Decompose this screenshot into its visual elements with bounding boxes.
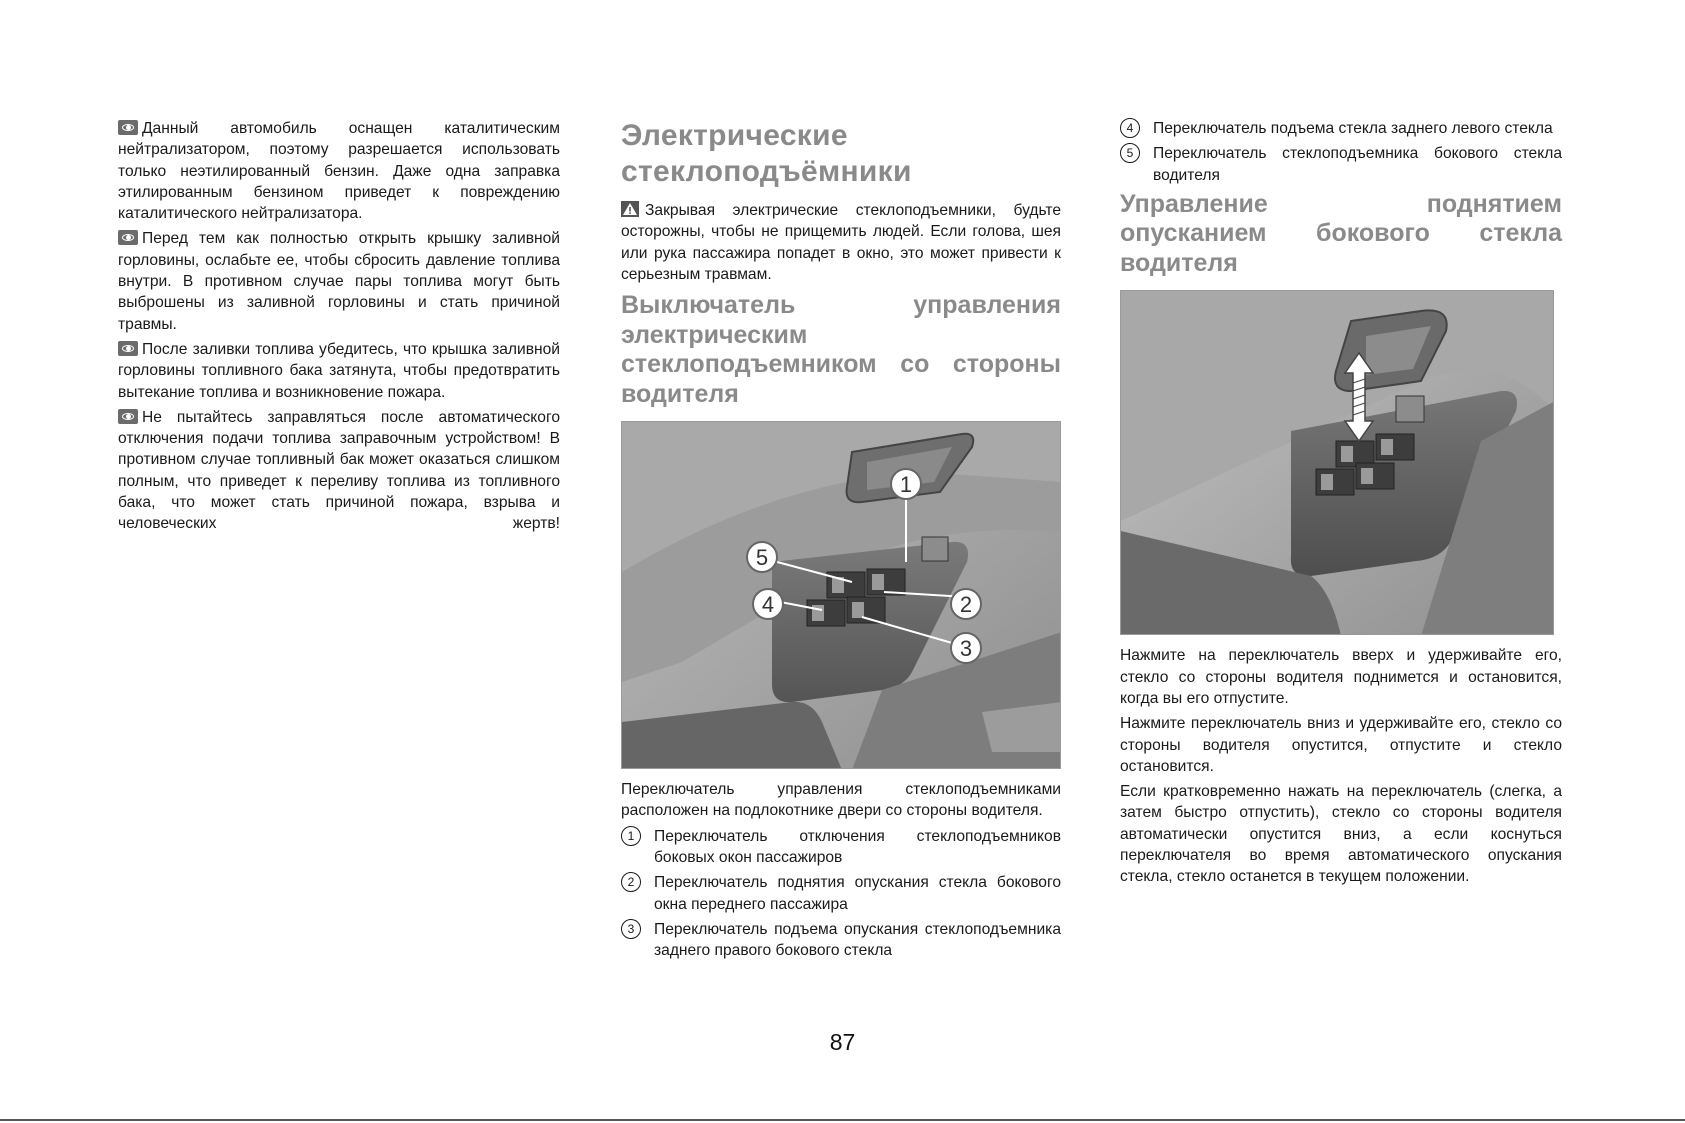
legend-item: 4 Переключатель подъема стекла заднего левого стекла (1120, 118, 1562, 139)
right-column (1120, 118, 1562, 892)
instruction-auto-down: Если кратковременно нажать на переключатель (слегка, а затем быстро отпустить), стекло со стороны водителя автоматически опустится вниз, а если коснуться переключателя во время автоматического опускания стекла, стекло останется в текущем положении. (1120, 783, 1562, 886)
instruction-hold-up: Нажмите на переключатель вверх и удерживайте его, стекло со стороны водителя поднимется и остановится, когда вы его отпустите. (1120, 647, 1562, 707)
note-overfill: Не пытайтесь заправляться после автоматического отключения подачи топлива заправочным устройством! В противном случае топливный бак может оказаться слишком полным, что приведет к переливу топлива из топливного бака, что может стать причиной пожара, взрыва и человеческих жертв! (118, 408, 560, 533)
callout-4: 4 (761, 592, 775, 618)
instruction-hold-down: Нажмите переключатель вниз и удерживайте его, стекло со стороны водителя опустится, отпустите и стекло остановится. (1120, 715, 1562, 775)
info-eye-icon (118, 120, 138, 135)
note-fuel-cap-tight: После заливки топлива убедитесь, что крышка заливной горловины топливного бака затянута, чтобы предотвратить вытекание топлива и возникновение пожара. (118, 340, 560, 401)
door-switch-figure (621, 421, 1061, 769)
subsection-title-driver-window: Управление поднятием опусканием бокового стекла водителя (1120, 189, 1562, 277)
note-fuel-cap-pressure: Перед тем как полностью открыть крышку заливной горловины, ослабьте ее, чтобы сбросить давление топлива внутри. В противном случае пары топлива могут быть выброшены из заливной горловины и стать причиной травмы. (118, 230, 560, 333)
subsection-title-driver-switch: Выключатель управления электрическим стеклоподъемником со стороны водителя (621, 291, 1061, 408)
info-eye-icon (118, 341, 138, 356)
info-eye-icon (118, 409, 138, 424)
callout-5: 5 (755, 545, 769, 571)
switch-legend-list-continued (1120, 118, 1562, 186)
callout-1: 1 (899, 472, 913, 498)
driver-switch-figure (1120, 290, 1554, 635)
warning-triangle-icon (621, 201, 639, 217)
bottom-divider (0, 1119, 1685, 1121)
warning-paragraph: Закрывая электрические стеклоподъемники, будьте осторожны, чтобы не прищемить людей. Если голова, шея или рука пассажира попадет в окно, это может привести к серьезным травмам. (621, 202, 1061, 283)
figure-caption: Переключатель управления стеклоподъемниками расположен на подлокотнике двери со стороны водителя. (621, 781, 1061, 820)
callout-3: 3 (959, 636, 973, 662)
driver-switch-illustration (1121, 291, 1554, 635)
legend-item: 1 Переключатель отключения стеклоподъемников боковых окон пассажиров (621, 826, 1061, 869)
switch-legend-list (621, 826, 1061, 962)
info-eye-icon (118, 230, 138, 245)
page-number: 87 (829, 1029, 856, 1055)
door-panel-illustration (622, 422, 1061, 769)
legend-item: 2 Переключатель поднятия опускания стекла бокового окна переднего пассажира (621, 872, 1061, 915)
left-column (118, 118, 560, 539)
middle-column (621, 118, 1061, 966)
note-catalyst: Данный автомобиль оснащен каталитическим нейтрализатором, поэтому разрешается использовать только неэтилированный бензин. Даже одна заправка этилированным бензином приведет к повреждению каталитического нейтрализатора. (118, 120, 560, 223)
legend-item: 5 Переключатель стеклоподъемника бокового стекла водителя (1120, 143, 1562, 186)
section-title: Электрические стеклоподъёмники (621, 119, 912, 188)
callout-2: 2 (959, 592, 973, 618)
legend-item: 3 Переключатель подъема опускания стеклоподъемника заднего правого бокового стекла (621, 919, 1061, 962)
